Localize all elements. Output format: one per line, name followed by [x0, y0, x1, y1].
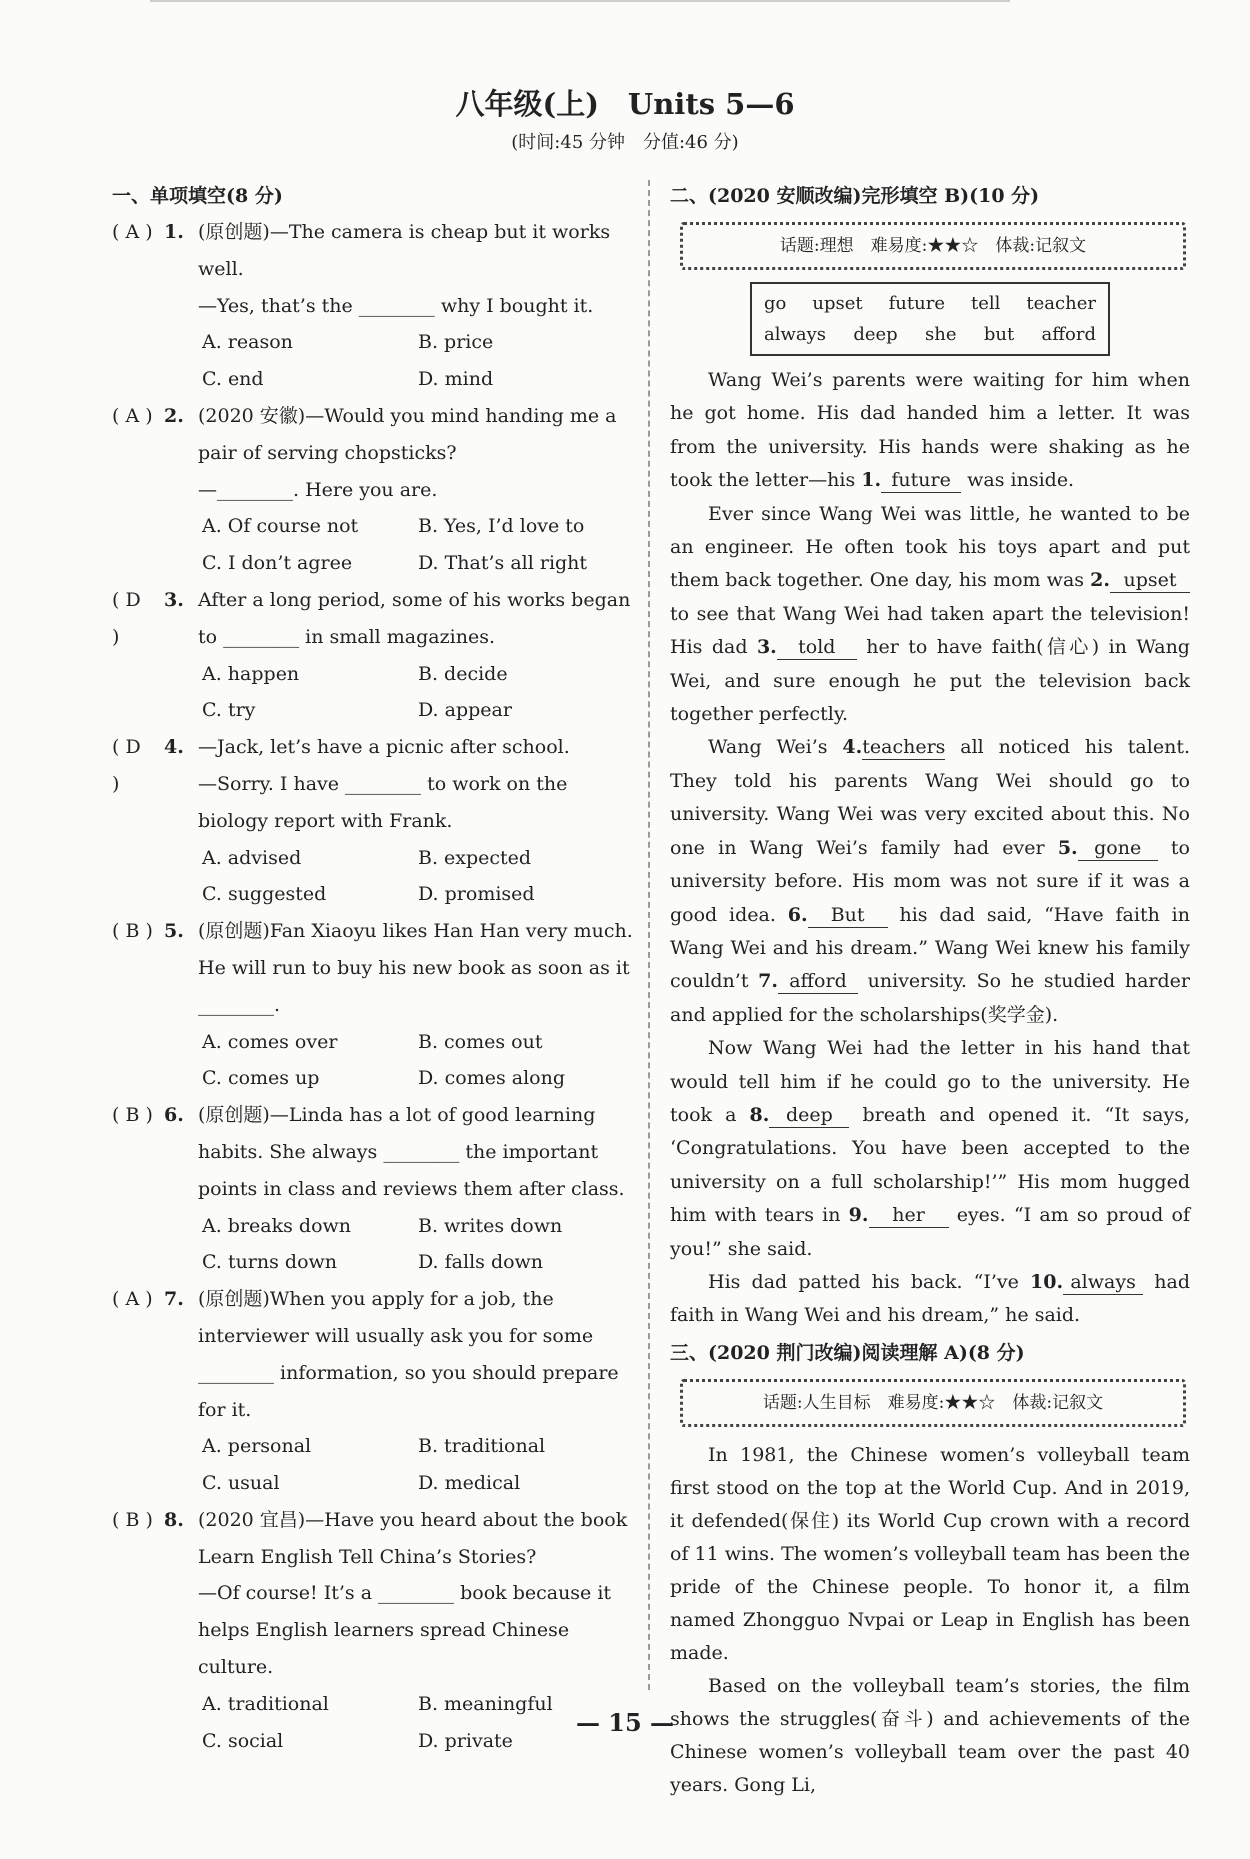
- word: tell: [971, 293, 1001, 314]
- option: C. turns down: [202, 1251, 338, 1274]
- option: A. Of course not: [202, 515, 359, 538]
- question-dialog-line: —Of course! It’s a ________ book because it helps English learners spread Chinese culture.: [198, 1582, 612, 1679]
- question-stem: [112, 398, 634, 472]
- option-row: [112, 1060, 634, 1097]
- option-row: [112, 876, 634, 913]
- question-number: 8.: [164, 1508, 184, 1531]
- option: D. appear: [418, 699, 512, 722]
- question-number: 4.: [164, 736, 184, 759]
- answer-mark: ( A ): [112, 1288, 153, 1311]
- option: C. suggested: [202, 883, 327, 906]
- question-text: (2020 安徽)—Would you mind handing me a pair of serving chopsticks?: [198, 404, 617, 464]
- word: go: [764, 293, 787, 314]
- blank-number: 9.: [848, 1204, 869, 1227]
- column-divider: [648, 180, 650, 1690]
- option: B. price: [418, 331, 494, 354]
- option: B. meaningful: [418, 1692, 553, 1715]
- option: D. That’s all right: [418, 552, 588, 575]
- answer-mark: ( B ): [112, 920, 153, 943]
- filled-answer: afford: [778, 969, 858, 994]
- blank-number: 2.: [1090, 569, 1110, 592]
- word-bank-row: [764, 288, 1096, 319]
- word-bank: [750, 282, 1110, 356]
- option-row: [112, 324, 634, 361]
- question-item: [112, 1097, 634, 1281]
- question-number: 3.: [164, 588, 184, 611]
- blank-number: 4.: [842, 736, 863, 759]
- question-list: [112, 214, 634, 1759]
- section2-topic-box: 话题:理想 难易度:★★☆ 体裁:记叙文: [680, 222, 1186, 270]
- question-text: (原创题)—The camera is cheap but it works well.: [198, 221, 611, 280]
- option: A. traditional: [202, 1692, 329, 1715]
- option: B. writes down: [418, 1214, 563, 1237]
- option: A. happen: [202, 662, 300, 685]
- question-text: (2020 宜昌)—Have you heard about the book Learn English Tell China’s Stories?: [198, 1508, 628, 1568]
- option-row: [112, 361, 634, 398]
- answer-mark: ( A ): [112, 404, 153, 427]
- option: D. falls down: [418, 1251, 544, 1274]
- option-row: [112, 840, 634, 877]
- question-dialog-line: —Yes, that’s the ________ why I bought it.: [198, 294, 594, 317]
- option-row: [112, 1244, 634, 1281]
- answer-mark: ( B ): [112, 1508, 153, 1531]
- option: B. decide: [418, 662, 508, 685]
- cloze-paragraph: Ever since Wang Wei was little, he wanted to be an engineer. He often took his toys apart and put them back together. One day, his mom was 2. upset to see that Wang Wei had taken apart the television! His dad 3. told her to have faith(信心) in Wang Wei, and sure enough he put the television back together perfectly.: [670, 502, 1190, 726]
- answer-mark: ( D ): [112, 736, 141, 795]
- question-number: 1.: [164, 221, 184, 243]
- left-column: [112, 178, 634, 1759]
- option: B. comes out: [418, 1030, 543, 1053]
- section1-heading: 一、单项填空(8 分): [112, 185, 283, 207]
- option: C. comes up: [202, 1067, 320, 1090]
- section3-heading: 三、(2020 荆门改编)阅读理解 A)(8 分): [670, 1341, 1025, 1364]
- option-row: [112, 692, 634, 729]
- question-dialog-line: —Sorry. I have ________ to work on the biology report with Frank.: [198, 772, 568, 832]
- option: D. comes along: [418, 1067, 566, 1090]
- blank-number: 10.: [1030, 1270, 1064, 1293]
- option-row: [112, 508, 634, 545]
- reading-paragraph: In 1981, the Chinese women’s volleyball team first stood on the top at the World Cup. And in 2019, it defended(保住) its World Cup crown with a record of 11 wins. The women’s volleyball team has been the pride of the Chinese people. To honor it, a film named Zhongguo Nvpai or Leap in English has been made.: [670, 1443, 1191, 1664]
- option-row: [112, 1428, 634, 1465]
- question-number: 6.: [164, 1104, 184, 1127]
- question-number: 5.: [164, 920, 184, 943]
- word: always: [764, 324, 827, 345]
- option-row: [112, 1024, 634, 1061]
- question-text: (原创题)—Linda has a lot of good learning habits. She always ________ the important points in class and reviews them after class.: [198, 1104, 625, 1200]
- option: D. promised: [418, 883, 535, 906]
- option: D. private: [418, 1729, 513, 1752]
- cloze-paragraph: His dad patted his back. “I’ve 10. always had faith in Wang Wei and his dream,” he said.: [670, 1270, 1190, 1327]
- option: A. breaks down: [202, 1214, 352, 1237]
- option: D. medical: [418, 1472, 521, 1495]
- answer-mark: ( D ): [112, 588, 141, 648]
- option: C. usual: [202, 1472, 280, 1495]
- option: B. traditional: [418, 1435, 546, 1458]
- filled-answer: upset: [1110, 568, 1190, 593]
- word: upset: [812, 293, 863, 314]
- filled-answer: her: [869, 1203, 949, 1228]
- filled-answer: deep: [769, 1103, 849, 1128]
- cloze-paragraph: Now Wang Wei had the letter in his hand that would tell him if he could go to the university. He took a 8. deep breath and opened it. “It says, ‘Congratulations. You have been accepted to the university on a full scholarship!’” His mom hugged him with tears in 9. her eyes. “I am so proud of you!” she said.: [670, 1037, 1190, 1260]
- word: but: [983, 324, 1015, 345]
- question-stem: [112, 214, 634, 288]
- right-column: [670, 178, 1190, 1802]
- option: A. advised: [202, 846, 302, 869]
- blank-number: 8.: [749, 1103, 770, 1126]
- blank-number: 6.: [787, 903, 808, 926]
- question-number: 7.: [164, 1288, 184, 1311]
- top-rule: [150, 0, 1010, 2]
- option: A. personal: [202, 1435, 312, 1458]
- word: teacher: [1026, 293, 1096, 314]
- question-stem: [112, 729, 634, 795]
- question-stem: [112, 1097, 634, 1207]
- option: B. expected: [418, 846, 532, 869]
- cloze-paragraph: Wang Wei’s parents were waiting for him when he got home. His dad handed him a letter. It was from the university. His hands were shaking as he took the letter—his 1. future was inside.: [670, 369, 1190, 492]
- question-stem: [112, 1502, 634, 1576]
- question-text: (原创题)When you apply for a job, the interviewer will usually ask you for some ________ information, so you should prepare for it.: [198, 1288, 619, 1421]
- blank-number: 3.: [756, 636, 777, 659]
- question-text: —Jack, let’s have a picnic after school.: [198, 736, 570, 759]
- option-row: [112, 656, 634, 693]
- word: she: [925, 324, 957, 345]
- filled-answer: gone: [1078, 836, 1158, 861]
- section3-topic-box: 话题:人生目标 难易度:★★☆ 体裁:记叙文: [680, 1379, 1186, 1427]
- word: deep: [853, 324, 898, 345]
- question-item: [112, 1281, 634, 1502]
- question-stem: [112, 913, 634, 1023]
- option-row: [112, 1208, 634, 1245]
- question-item: [112, 398, 634, 582]
- word-bank-row: [764, 319, 1096, 350]
- question-stem: [112, 582, 634, 656]
- option: B. Yes, I’d love to: [418, 515, 585, 538]
- question-stem: [112, 1281, 634, 1428]
- filled-answer: told: [777, 635, 857, 660]
- answer-mark: ( A ): [112, 221, 153, 243]
- answer-mark: ( B ): [112, 1104, 153, 1127]
- option: D. mind: [418, 368, 494, 391]
- option: C. try: [202, 699, 256, 722]
- option-row: [112, 1465, 634, 1502]
- option: A. comes over: [202, 1030, 338, 1053]
- filled-answer: teachers: [862, 736, 946, 759]
- page-subtitle: (时间:45 分钟 分值:46 分): [511, 132, 739, 153]
- filled-answer: always: [1063, 1270, 1143, 1295]
- question-item: [112, 729, 634, 913]
- question-item: [112, 913, 634, 1097]
- blank-number: 1.: [861, 469, 882, 492]
- option: C. I don’t agree: [202, 552, 353, 575]
- blank-number: 7.: [758, 970, 778, 993]
- page-title: 八年级(上) Units 5—6: [455, 87, 795, 121]
- reading-paragraph: Based on the volleyball team’s stories, the film shows the struggles(奋斗) and achievements of the Chinese women’s volleyball team over the past 40 years. Gong Li,: [670, 1674, 1190, 1796]
- option: C. end: [202, 368, 264, 391]
- question-item: [112, 582, 634, 729]
- section2-heading: 二、(2020 安顺改编)完形填空 B)(10 分): [670, 185, 1040, 207]
- question-dialog-line: —________. Here you are.: [198, 478, 438, 501]
- word: future: [888, 293, 945, 314]
- question-text: After a long period, some of his works began to ________ in small magazines.: [198, 588, 631, 648]
- filled-answer: But: [808, 903, 888, 928]
- question-number: 2.: [164, 404, 184, 427]
- blank-number: 5.: [1057, 836, 1078, 859]
- page-number: — 15 —: [575, 1708, 675, 1737]
- option: A. reason: [202, 331, 293, 354]
- cloze-paragraph: Wang Wei’s 4.teachers all noticed his talent. They told his parents Wang Wei should go to university. Wang Wei was very excited about this. No one in Wang Wei’s family had ever 5. gone to university before. His mom was not sure if it was a good idea. 6. But his dad said, “Have faith in Wang Wei and his dream.” Wang Wei knew his family couldn’t 7. afford university. So he studied harder and applied for the scholarships(奖学金).: [670, 736, 1190, 1026]
- question-text: (原创题)Fan Xiaoyu likes Han Han very much. He will run to buy his new book as soon as it ________.: [198, 920, 633, 1016]
- option: C. social: [202, 1729, 284, 1752]
- question-item: [112, 214, 634, 398]
- option-row: [112, 545, 634, 582]
- filled-answer: future: [881, 468, 961, 493]
- word: afford: [1041, 324, 1096, 345]
